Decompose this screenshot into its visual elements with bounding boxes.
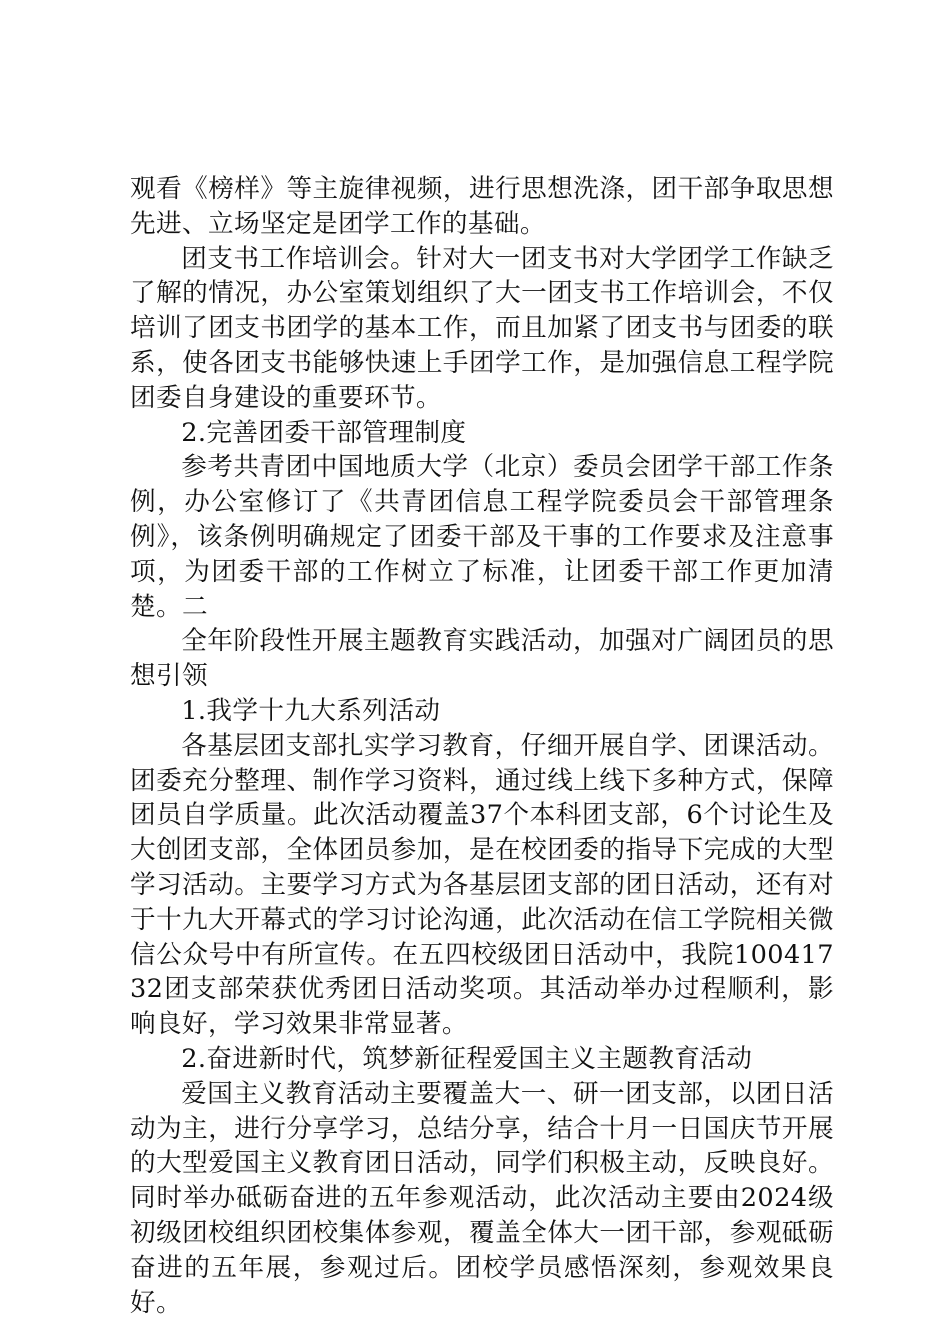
section-heading-patriotic-education: 2.奋进新时代，筑梦新征程爱国主义主题教育活动 [181,1043,753,1074]
paragraph-study-activities: 各基层团支部扎实学习教育，仔细开展自学、团课活动。团委充分整理、制作学习资料，通过线上线下多种方式，保障团员自学质量。此次活动覆盖37个本科团支部，6个讨论生及大创团支部，全体团员参加，是在校团委的指导下完成的大型学习活动。主要学习方式为各基层团支部的团日活动，还有对于十九大开幕式的学习讨论沟通，此次活动在信工学院相关微信公众号中有所宣传。在五四校级团日活动中，我院10041732团支部荣获优秀团日活动奖项。其活动举办过程顺利，影响良好，学习效果非常显著。 [130,730,834,1040]
paragraph-management-regulations: 参考共青团中国地质大学（北京）委员会团学干部工作条例，办公室修订了《共青团信息工程学院委员会干部管理条例》，该条例明确规定了团委干部及干事的工作要求及注意事项，为团委干部的工作树立了标准，让团委干部工作更加清楚。二 [130,452,834,622]
section-heading-nineteenth-congress: 1.我学十九大系列活动 [181,695,441,726]
document-page [130,172,834,1320]
paragraph-patriotic-activities: 爱国主义教育活动主要覆盖大一、研一团支部，以团日活动为主，进行分享学习，总结分享，结合十月一日国庆节开展的大型爱国主义教育团日活动，同学们积极主动，反映良好。同时举办砥砺奋进的五年参观活动，此次活动主要由2024级初级团校组织团校集体参观，覆盖全体大一团干部，参观砥砺奋进的五年展，参观过后。团校学员感悟深刻，参观效果良好。 [130,1078,834,1318]
paragraph-training-meeting: 团支书工作培训会。针对大一团支书对大学团学工作缺乏了解的情况，办公室策划组织了大一团支书工作培训会，不仅培训了团支书团学的基本工作，而且加紧了团支书与团委的联系，使各团支书能够快速上手团学工作，是加强信息工程学院团委自身建设的重要环节。 [130,243,834,413]
section-heading-management-system: 2.完善团委干部管理制度 [181,417,467,448]
paragraph-video-study: 观看《榜样》等主旋律视频，进行思想洗涤，团干部争取思想先进、立场坚定是团学工作的基础。 [130,174,834,239]
paragraph-theme-education: 全年阶段性开展主题教育实践活动，加强对广阔团员的思想引领 [130,626,834,692]
